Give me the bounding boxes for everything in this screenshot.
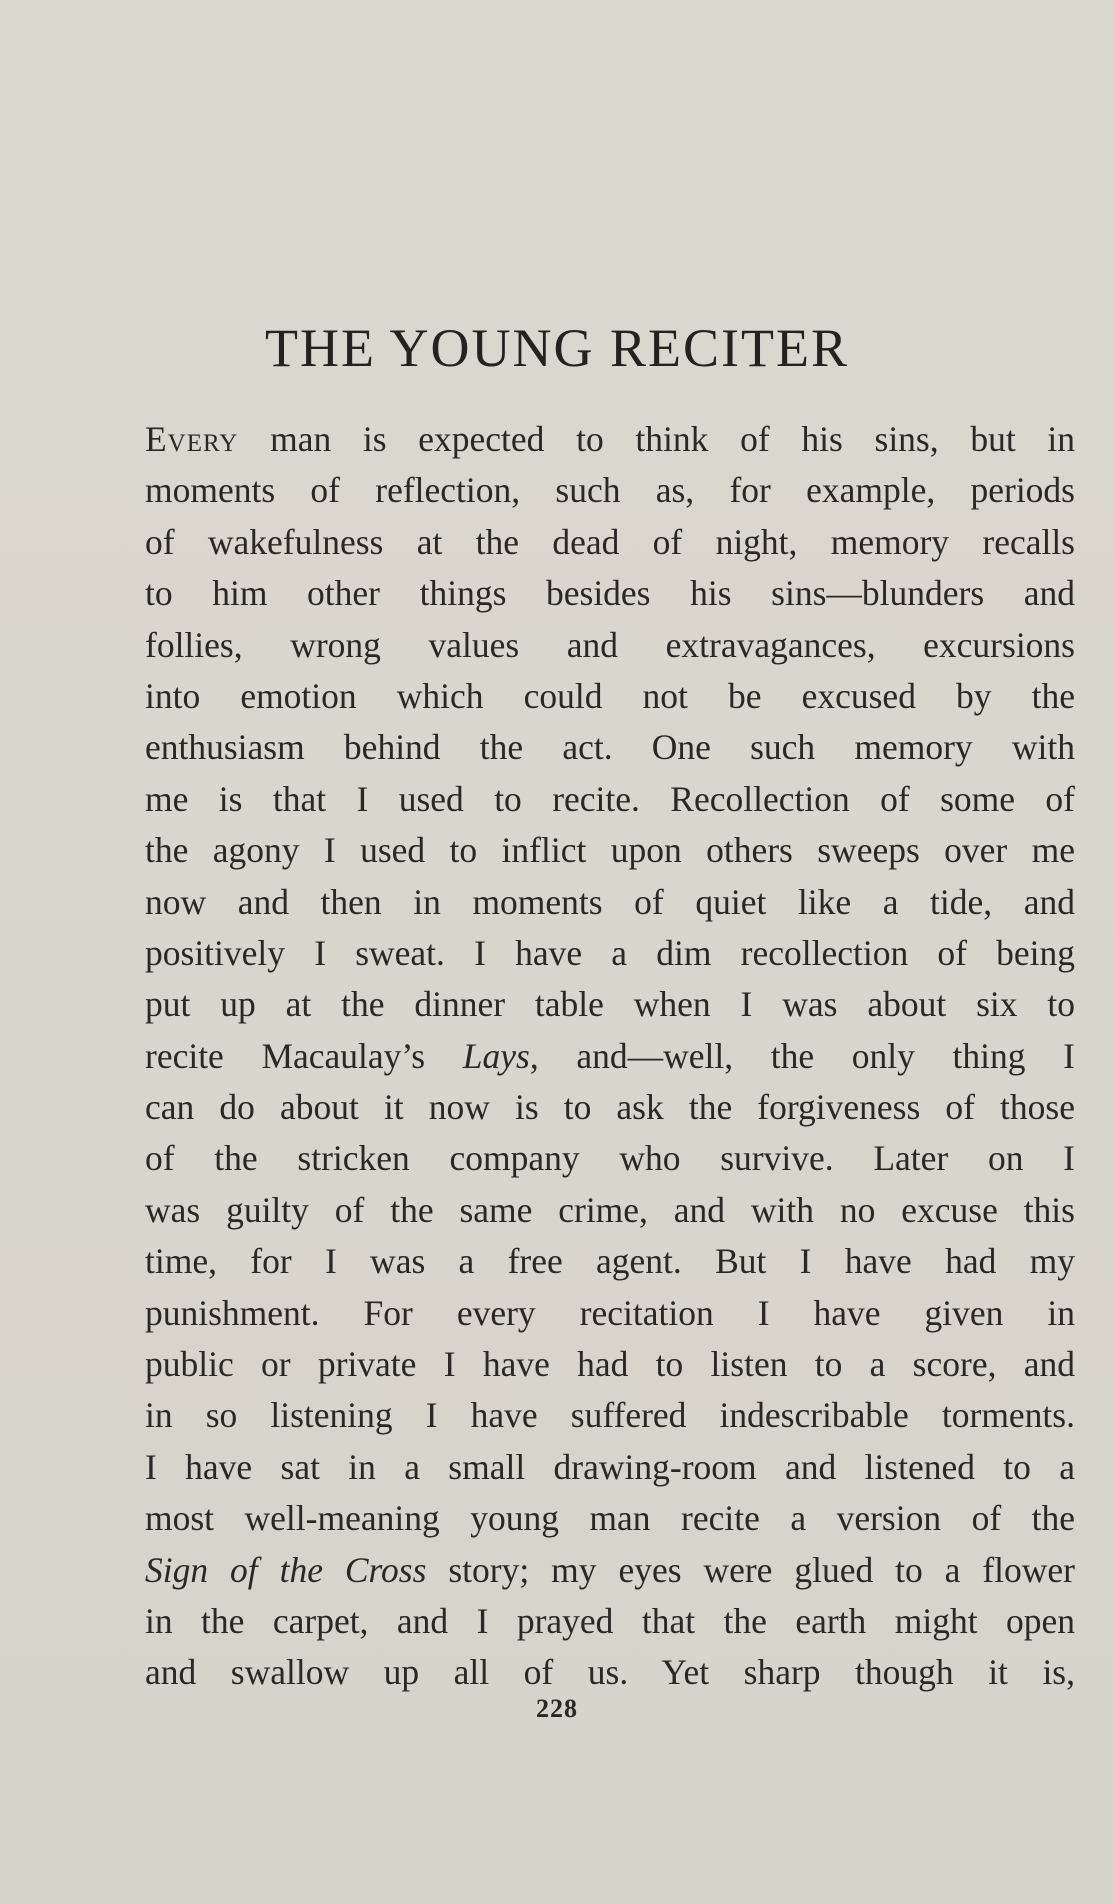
text-line: into emotion which could not be excused by the xyxy=(145,675,1075,716)
text-line: Sign of the Cross story; my eyes were glued to a flower xyxy=(145,1549,1075,1590)
text-line: put up at the dinner table when I was about six to xyxy=(145,984,1075,1025)
text-line: Every man is expected to think of his sins, but in xyxy=(145,419,1075,459)
text-line: public or private I have had to listen to a score, and xyxy=(145,1344,1075,1385)
text-line: follies, wrong values and extravagances, excursions xyxy=(145,624,1075,665)
text-line: in the carpet, and I prayed that the earth might open xyxy=(145,1600,1075,1641)
text-line: enthusiasm behind the act. One such memory with xyxy=(145,727,1075,768)
text-line: now and then in moments of quiet like a tide, and xyxy=(145,881,1075,922)
text-line: to him other things besides his sins—blunders and xyxy=(145,573,1075,614)
text-line: in so listening I have suffered indescribable torments. xyxy=(145,1395,1075,1436)
body-text xyxy=(145,414,1075,1699)
text-line: of wakefulness at the dead of night, memory recalls xyxy=(145,521,1075,562)
text-line: moments of reflection, such as, for example, periods xyxy=(145,470,1075,511)
drop-word: Every xyxy=(145,419,239,459)
text-line: time, for I was a free agent. But I have had my xyxy=(145,1241,1075,1282)
italic-title-sign-of-the-cross: Sign of the Cross xyxy=(145,1549,427,1590)
text-line: I have sat in a small drawing-room and listened to a xyxy=(145,1446,1075,1487)
text-line: can do about it now is to ask the forgiveness of those xyxy=(145,1087,1075,1128)
italic-title-lays: Lays xyxy=(462,1035,530,1076)
text-line: me is that I used to recite. Recollection of some of xyxy=(145,778,1075,819)
text-line: punishment. For every recitation I have given in xyxy=(145,1292,1075,1333)
text-line: positively I sweat. I have a dim recollection of being xyxy=(145,932,1075,973)
text-line: recite Macaulay’s Lays, and—well, the only thing I xyxy=(145,1035,1075,1076)
text-line: of the stricken company who survive. Later on I xyxy=(145,1138,1075,1179)
text-line: was guilty of the same crime, and with no excuse this xyxy=(145,1189,1075,1230)
text-line: most well-meaning young man recite a version of the xyxy=(145,1498,1075,1539)
page-number: 228 xyxy=(536,1694,578,1723)
chapter-title: THE YOUNG RECITER xyxy=(265,318,849,378)
text-line: the agony I used to inflict upon others sweeps over me xyxy=(145,830,1075,871)
text-line: and swallow up all of us. Yet sharp though it is, xyxy=(145,1652,1075,1693)
